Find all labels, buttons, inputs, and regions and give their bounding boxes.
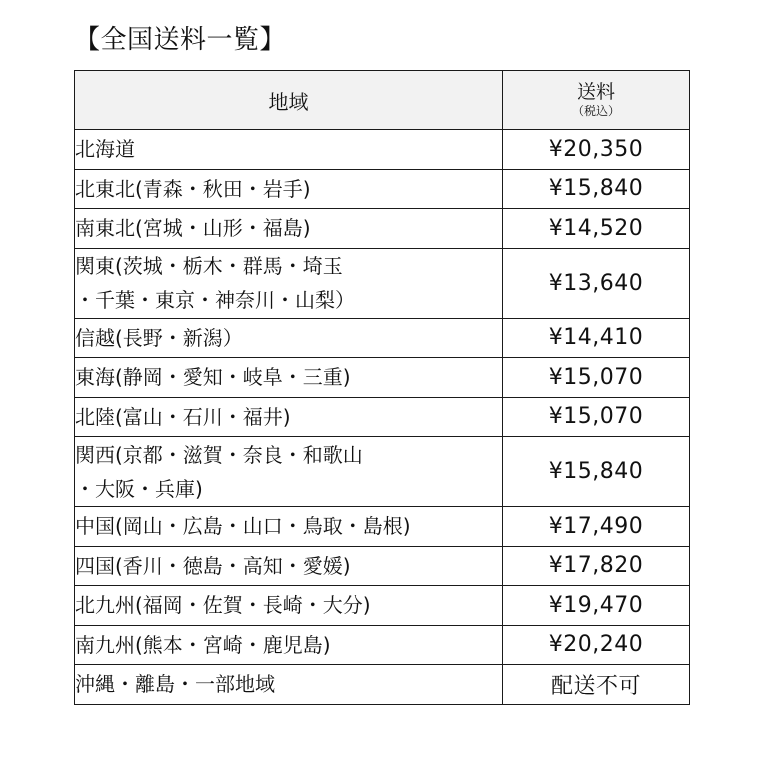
table-header bbox=[75, 71, 690, 130]
table-row bbox=[75, 586, 690, 626]
fee-cell: ¥17,820 bbox=[503, 546, 690, 586]
table-row bbox=[75, 318, 690, 358]
table-row bbox=[75, 397, 690, 437]
region-cell bbox=[75, 507, 503, 547]
region-cell bbox=[75, 665, 503, 705]
table-row bbox=[75, 358, 690, 398]
region-text: ・大阪・兵庫) bbox=[75, 476, 203, 501]
fee-cell: 配送不可 bbox=[503, 665, 690, 705]
region-column-header: 地域 bbox=[75, 71, 503, 130]
fee-cell: ¥20,240 bbox=[503, 625, 690, 665]
header-row bbox=[75, 71, 690, 130]
region-text: 関東(茨城・栃木・群馬・埼玉 bbox=[75, 254, 343, 278]
table-row bbox=[75, 546, 690, 586]
fee-header-label: 送料 bbox=[576, 80, 615, 103]
region-cell bbox=[75, 586, 503, 626]
region-cell bbox=[75, 318, 503, 358]
region-text: 信越(長野・新潟） bbox=[75, 325, 243, 350]
fee-cell: ¥20,350 bbox=[503, 130, 690, 170]
region-cell bbox=[75, 248, 503, 318]
fee-header-note: （税込） bbox=[571, 103, 620, 118]
region-text: 沖縄・離島・一部地域 bbox=[75, 672, 275, 697]
fee-cell: ¥13,640 bbox=[503, 248, 690, 318]
region-cell bbox=[75, 625, 503, 665]
region-text: 中国(岡山・広島・山口・鳥取・島根) bbox=[75, 514, 411, 539]
table-row bbox=[75, 507, 690, 547]
region-cell bbox=[75, 130, 503, 170]
region-cell bbox=[75, 209, 503, 249]
fee-column-header bbox=[503, 71, 690, 130]
region-text: 北陸(富山・石川・福井) bbox=[75, 404, 291, 429]
fee-cell: ¥15,840 bbox=[503, 437, 690, 507]
region-text: 南東北(宮城・山形・福島) bbox=[75, 216, 311, 241]
fee-cell: ¥17,490 bbox=[503, 507, 690, 547]
table-row bbox=[75, 130, 690, 170]
fee-cell: ¥15,070 bbox=[503, 358, 690, 398]
table-row bbox=[75, 209, 690, 249]
region-text: 南九州(熊本・宮崎・鹿児島) bbox=[75, 632, 331, 657]
table-row bbox=[75, 665, 690, 705]
region-text: ・千葉・東京・神奈川・山梨） bbox=[75, 288, 355, 312]
fee-cell: ¥15,070 bbox=[503, 397, 690, 437]
region-text: 北海道 bbox=[75, 137, 135, 162]
fee-cell: ¥14,410 bbox=[503, 318, 690, 358]
table-row bbox=[75, 625, 690, 665]
table-row bbox=[75, 169, 690, 209]
fee-cell: ¥14,520 bbox=[503, 209, 690, 249]
region-text: 東海(静岡・愛知・岐阜・三重) bbox=[75, 365, 351, 390]
page-title: 【全国送料一覧】 bbox=[74, 25, 287, 55]
region-text: 北九州(福岡・佐賀・長崎・大分) bbox=[75, 593, 371, 618]
fee-cell: ¥19,470 bbox=[503, 586, 690, 626]
fee-cell: ¥15,840 bbox=[503, 169, 690, 209]
region-text: 四国(香川・徳島・高知・愛媛) bbox=[75, 553, 351, 578]
region-cell bbox=[75, 397, 503, 437]
table-body bbox=[75, 130, 690, 705]
region-cell bbox=[75, 546, 503, 586]
table-row bbox=[75, 248, 690, 318]
table-row bbox=[75, 437, 690, 507]
region-cell bbox=[75, 437, 503, 507]
region-cell bbox=[75, 169, 503, 209]
region-cell bbox=[75, 358, 503, 398]
region-text: 関西(京都・滋賀・奈良・和歌山 bbox=[75, 442, 363, 467]
shipping-rate-table bbox=[74, 70, 690, 705]
region-text: 北東北(青森・秋田・岩手) bbox=[75, 176, 311, 201]
